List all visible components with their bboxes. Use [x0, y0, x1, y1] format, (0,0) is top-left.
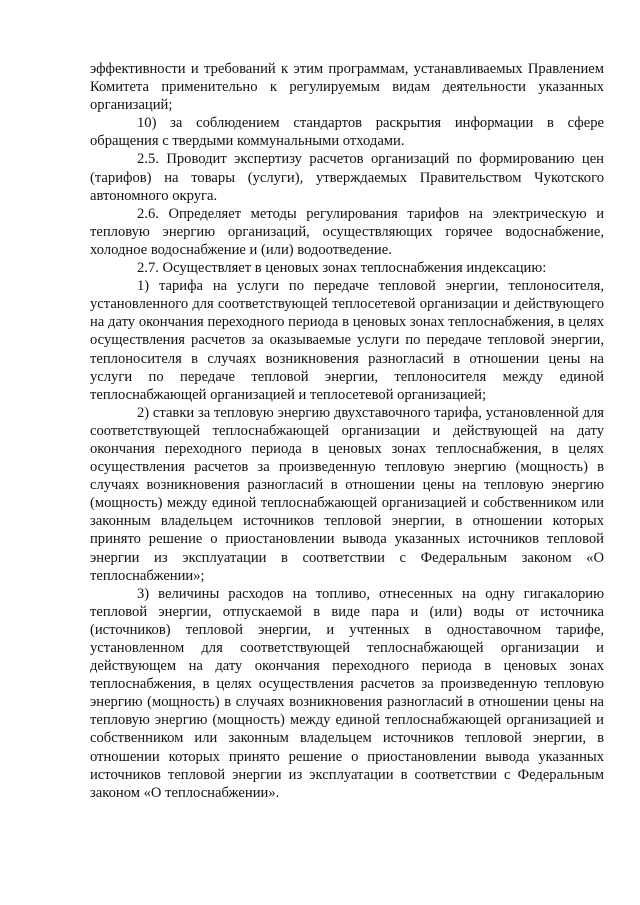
- paragraph-2-7-item-3: 3) величины расходов на топливо, отнесенных на одну гигакалорию тепловой энергии, отпускаемой в виде пара и (или) воды от источника (источников) тепловой энергии, и учтенных в одноставочном тарифе, установленном для соответствующей теплоснабжающей организации и действующем на дату окончания переходного периода в ценовых зонах теплоснабжения, в целях осуществления расчетов за произведенную тепловую энергию (мощность) в случаях возникновения разногласий в отношении цены на тепловую энергию (мощность) между единой теплоснабжающей организацией и собственником или законным владельцем источников тепловой энергии, в отношении которых принято решение о приостановлении вывода указанных источников тепловой энергии из эксплуатации в соответствии с Федеральным законом «О теплоснабжении».: [90, 585, 604, 801]
- paragraph-item-10: 10) за соблюдением стандартов раскрытия информации в сфере обращения с твердыми коммунальными отходами.: [90, 115, 604, 150]
- paragraph-2-5: 2.5. Проводит экспертизу расчетов организаций по формированию цен (тарифов) на товары (услуги), утверждаемых Правительством Чукотского автономного округа.: [90, 151, 604, 204]
- paragraph-2-7-item-1: 1) тарифа на услуги по передаче тепловой энергии, теплоносителя, установленного для соответствующей теплосетевой организации и действующего на дату окончания переходного периода в ценовых зонах теплоснабжения, в целях осуществления расчетов за оказываемые услуги по передаче тепловой энергии, теплоносителя в случаях возникновения разногласий в отношении цены на услуги по передаче тепловой энергии, теплоносителя между единой теплоснабжающей организацией и теплосетевой организацией;: [90, 278, 604, 403]
- document-page: [90, 60, 604, 802]
- paragraph-continuation: эффективности и требований к этим программам, устанавливаемых Правлением Комитета применительно к регулируемым видам деятельности указанных организаций;: [90, 61, 604, 114]
- paragraph-2-7: 2.7. Осуществляет в ценовых зонах теплоснабжения индексацию:: [137, 260, 547, 277]
- paragraph-2-7-item-2: 2) ставки за тепловую энергию двухставочного тарифа, установленной для соответствующей теплоснабжающей организации и действующей на дату окончания переходного периода в ценовых зонах теплоснабжения, в целях осуществления расчетов за произведенную тепловую энергию (мощность) в случаях возникновения разногласий в отношении цены на тепловую энергию (мощность) между единой теплоснабжающей организацией и собственником или законным владельцем источников тепловой энергии, в отношении которых принято решение о приостановлении вывода указанных источников тепловой энергии из эксплуатации в соответствии с Федеральным законом «О теплоснабжении»;: [90, 404, 604, 584]
- paragraph-2-6: 2.6. Определяет методы регулирования тарифов на электрическую и тепловую энергию организаций, осуществляющих горячее водоснабжение, холодное водоснабжение и (или) водоотведение.: [90, 205, 604, 258]
